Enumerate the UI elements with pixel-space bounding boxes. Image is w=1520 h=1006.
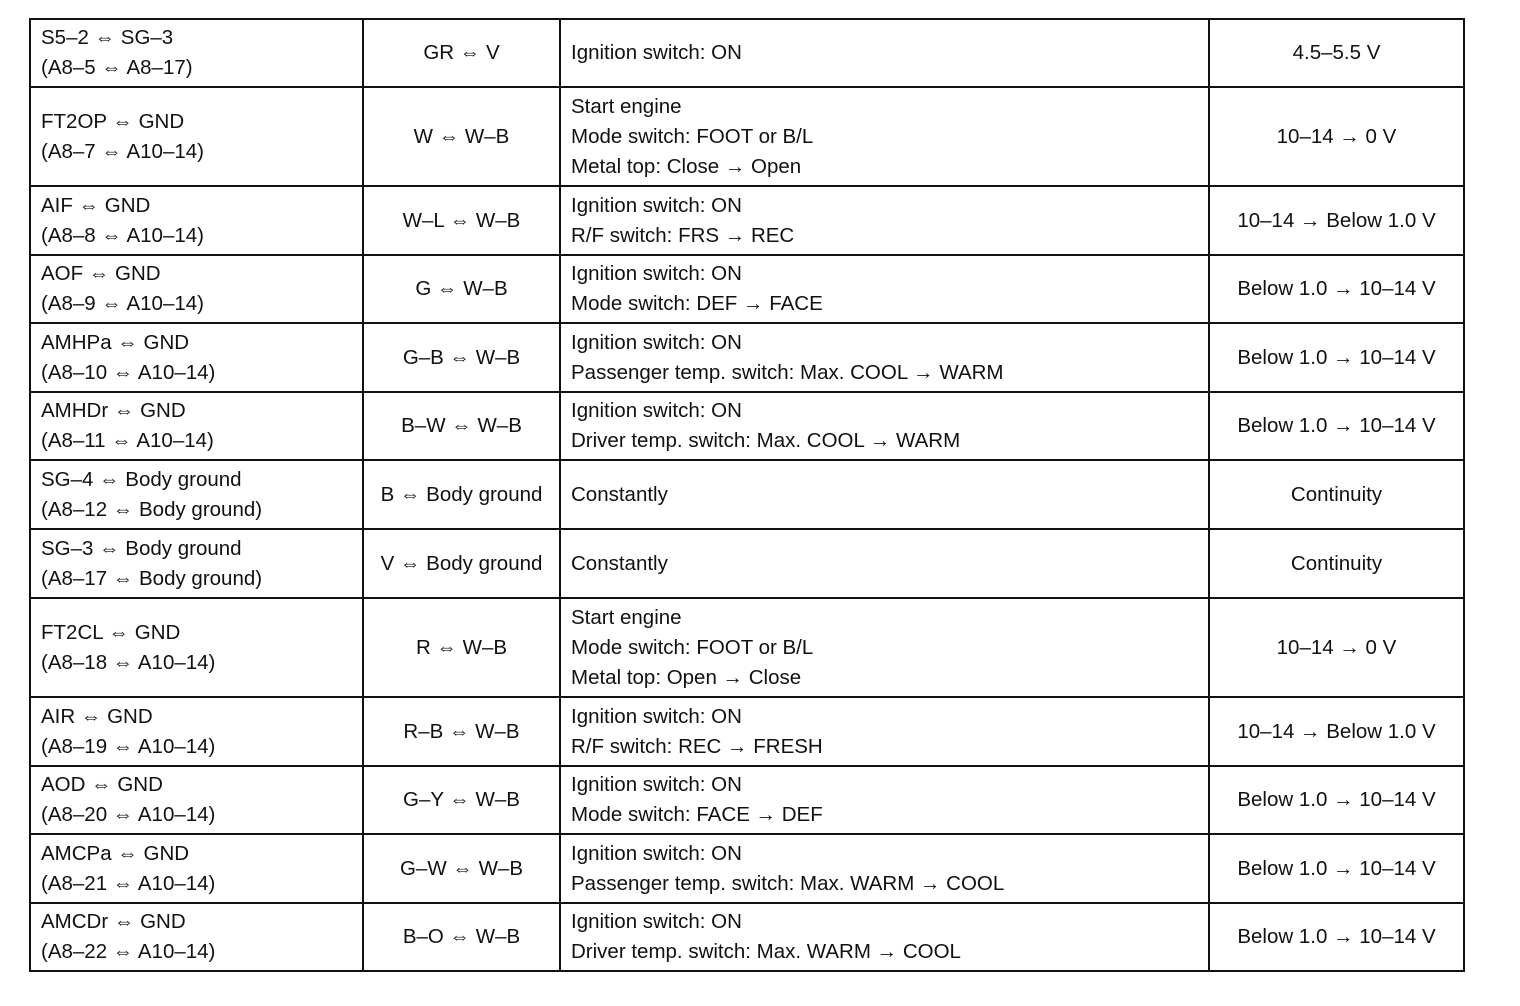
wiring-color: V ⇔ Body ground [380,551,543,575]
condition-line: Start engine [571,605,682,629]
specified-condition-cell [1209,766,1464,834]
condition-line: Ignition switch: ON [571,193,742,217]
table-row [30,697,1464,766]
terminal-symbol-cell [30,766,363,834]
wiring-color: G ⇔ W–B [415,277,508,300]
wiring-color: B ⇔ Body ground [380,482,543,506]
terminal-symbol-cell [30,186,363,255]
table-row [30,186,1464,255]
wiring-color-cell [363,834,560,903]
wiring-color: GR ⇔ V [423,41,500,64]
specified-condition: Below 1.0 → 10–14 V [1237,345,1436,369]
terminal-symbol: AMCPa ⇔ GND [41,841,190,865]
wiring-color-cell [363,186,560,255]
wiring-color: B–W ⇔ W–B [401,414,522,437]
condition-cell [560,392,1209,460]
condition-line: Mode switch: FOOT or B/L [571,635,814,659]
terminal-number: (A8–18 ⇔ A10–14) [41,650,216,674]
condition-line: Metal top: Open → Close [571,665,802,689]
condition-cell [560,834,1209,903]
wiring-color-cell [363,697,560,766]
condition-cell [560,766,1209,834]
terminal-symbol: SG–3 ⇔ Body ground [41,536,242,560]
wiring-color-cell [363,903,560,971]
condition-line: Mode switch: FACE → DEF [571,803,823,826]
condition-line: Driver temp. switch: Max. COOL → WARM [571,429,961,452]
terminal-symbol-cell [30,87,363,186]
condition-cell [560,186,1209,255]
table-row [30,87,1464,186]
specified-condition-cell [1209,460,1464,529]
condition-line: R/F switch: FRS → REC [571,223,795,247]
condition-cell [560,87,1209,186]
terminal-symbol-cell [30,697,363,766]
terminal-number: (A8–20 ⇔ A10–14) [41,803,216,826]
specified-condition: 10–14 → Below 1.0 V [1237,719,1436,743]
terminal-inspection-table [29,18,1465,972]
table-row [30,460,1464,529]
wiring-color-cell [363,598,560,697]
condition-cell [560,903,1209,971]
wiring-color: R ⇔ W–B [415,635,508,659]
terminal-number: (A8–22 ⇔ A10–14) [41,940,216,963]
terminal-symbol-cell [30,903,363,971]
condition-cell [560,460,1209,529]
condition-line: Passenger temp. switch: Max. COOL → WARM [571,360,1004,384]
terminal-symbol-cell [30,323,363,392]
specified-condition: 4.5–5.5 V [1292,41,1381,64]
terminal-number: (A8–11 ⇔ A10–14) [41,429,214,452]
condition-cell [560,598,1209,697]
terminal-number: (A8–8 ⇔ A10–14) [41,223,204,247]
table-row [30,255,1464,323]
wiring-color-cell [363,529,560,598]
condition-line: Ignition switch: ON [571,910,742,933]
wiring-color: G–B ⇔ W–B [402,345,521,369]
condition-line: Ignition switch: ON [571,704,742,728]
specified-condition-cell [1209,19,1464,87]
condition-line: Constantly [571,482,668,506]
specified-condition-cell [1209,255,1464,323]
terminal-symbol-cell [30,529,363,598]
wiring-color: G–Y ⇔ W–B [403,788,520,811]
table-row [30,903,1464,971]
condition-line: R/F switch: REC → FRESH [571,734,823,758]
terminal-symbol-cell [30,19,363,87]
condition-line: Passenger temp. switch: Max. WARM → COOL [571,871,1005,895]
specified-condition: Below 1.0 → 10–14 V [1237,925,1436,948]
specified-condition: Continuity [1290,482,1383,506]
wiring-color: R–B ⇔ W–B [403,719,520,743]
terminal-number: (A8–10 ⇔ A10–14) [41,360,216,384]
wiring-color-cell [363,460,560,529]
terminal-symbol: AMCDr ⇔ GND [41,910,186,933]
terminal-symbol-cell [30,255,363,323]
condition-line: Metal top: Close → Open [571,154,802,178]
terminal-symbol: AOD ⇔ GND [41,773,163,796]
terminal-number: (A8–21 ⇔ A10–14) [41,871,216,895]
specified-condition: Below 1.0 → 10–14 V [1237,788,1436,811]
wiring-color-cell [363,87,560,186]
terminal-number: (A8–12 ⇔ Body ground) [41,497,263,521]
terminal-symbol: FT2CL ⇔ GND [41,620,181,644]
condition-line: Mode switch: DEF → FACE [571,292,823,315]
specified-condition-cell [1209,903,1464,971]
specified-condition-cell [1209,186,1464,255]
table-row [30,19,1464,87]
terminal-symbol: SG–4 ⇔ Body ground [41,467,242,491]
terminal-number: (A8–7 ⇔ A10–14) [41,139,204,163]
condition-line: Constantly [571,551,668,575]
table-row [30,392,1464,460]
table-row [30,766,1464,834]
terminal-symbol: AMHPa ⇔ GND [41,330,190,354]
terminal-symbol-cell [30,598,363,697]
terminal-symbol: AOF ⇔ GND [41,262,161,285]
terminal-symbol: S5–2 ⇔ SG–3 [41,26,174,49]
specified-condition: Below 1.0 → 10–14 V [1237,277,1436,300]
specified-condition-cell [1209,598,1464,697]
wiring-color-cell [363,323,560,392]
wiring-color-cell [363,19,560,87]
condition-cell [560,19,1209,87]
wiring-color-cell [363,255,560,323]
condition-cell [560,323,1209,392]
terminal-number: (A8–17 ⇔ Body ground) [41,566,263,590]
condition-line: Ignition switch: ON [571,262,742,285]
specified-condition-cell [1209,529,1464,598]
condition-cell [560,697,1209,766]
specified-condition: 10–14 → 0 V [1276,635,1397,659]
specified-condition: Below 1.0 → 10–14 V [1237,414,1436,437]
table-row [30,834,1464,903]
wiring-color-cell [363,392,560,460]
specified-condition-cell [1209,323,1464,392]
terminal-symbol: AIF ⇔ GND [41,193,151,217]
condition-line: Ignition switch: ON [571,330,742,354]
specified-condition-cell [1209,87,1464,186]
wiring-color-cell [363,766,560,834]
specified-condition-cell [1209,834,1464,903]
terminal-symbol-cell [30,392,363,460]
specified-condition: Continuity [1290,551,1383,575]
specified-condition: 10–14 → Below 1.0 V [1237,208,1436,232]
condition-line: Ignition switch: ON [571,41,742,64]
wiring-color: G–W ⇔ W–B [399,856,523,880]
terminal-number: (A8–5 ⇔ A8–17) [41,56,193,79]
specified-condition-cell [1209,392,1464,460]
condition-cell [560,255,1209,323]
terminal-symbol: AIR ⇔ GND [41,704,153,728]
condition-line: Start engine [571,94,682,118]
wiring-color: W–L ⇔ W–B [402,208,521,232]
wiring-color: W ⇔ W–B [413,124,510,148]
terminal-symbol-cell [30,460,363,529]
condition-cell [560,529,1209,598]
terminal-number: (A8–19 ⇔ A10–14) [41,734,216,758]
terminal-symbol: FT2OP ⇔ GND [41,109,185,133]
table-row [30,323,1464,392]
specified-condition: Below 1.0 → 10–14 V [1237,856,1436,880]
terminal-number: (A8–9 ⇔ A10–14) [41,292,204,315]
specified-condition-cell [1209,697,1464,766]
terminal-symbol: AMHDr ⇔ GND [41,399,186,422]
condition-line: Driver temp. switch: Max. WARM → COOL [571,940,961,963]
condition-line: Ignition switch: ON [571,773,742,796]
terminal-symbol-cell [30,834,363,903]
wiring-color: B–O ⇔ W–B [402,925,521,948]
condition-line: Ignition switch: ON [571,399,742,422]
condition-line: Mode switch: FOOT or B/L [571,124,814,148]
condition-line: Ignition switch: ON [571,841,742,865]
table-row [30,529,1464,598]
table-row [30,598,1464,697]
specified-condition: 10–14 → 0 V [1276,124,1397,148]
